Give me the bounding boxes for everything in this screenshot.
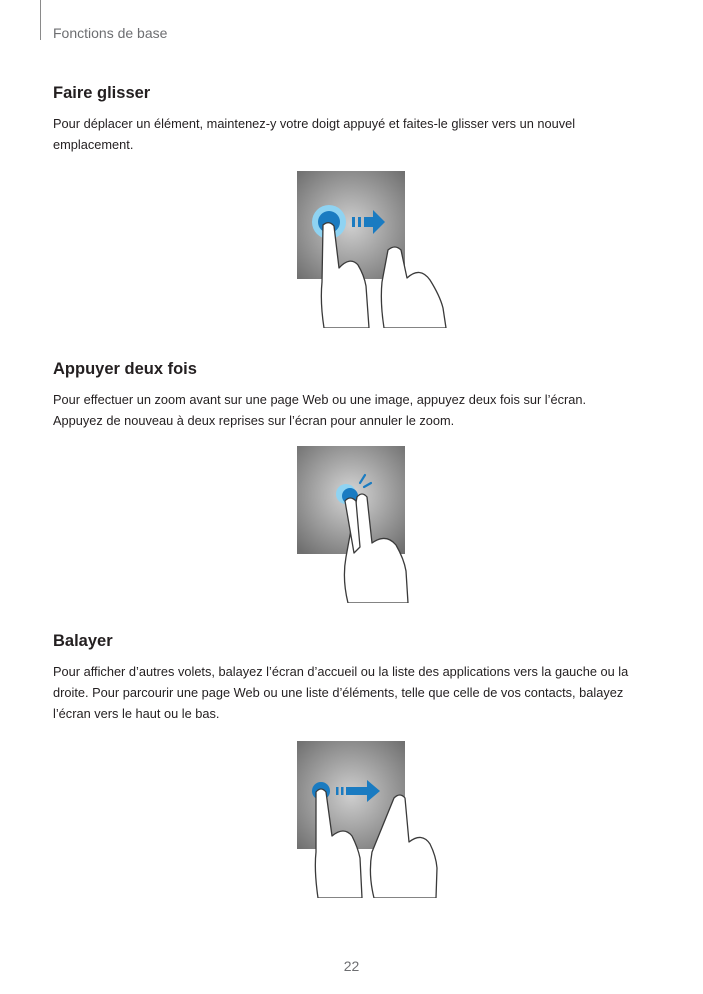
section-body: Pour effectuer un zoom avant sur une page Web ou une image, appuyez deux fois sur l’écran. Appuyez de nouveau à deux reprises sur l’écran pour annuler le zoom. <box>53 392 587 428</box>
section-body: Pour afficher d’autres volets, balayez l’écran d’accueil ou la liste des applications vers la gauche ou la droite. Pour parcourir une page Web ou une liste d’éléments, telle que celle de vos contacts, balayez l’écran vers le haut ou le bas. <box>53 664 629 721</box>
running-header: Fonctions de base <box>53 25 168 41</box>
section-swipe <box>53 632 653 724</box>
section-heading: Balayer <box>53 632 113 650</box>
drag-gesture-icon <box>296 170 456 328</box>
section-double-tap <box>53 360 653 431</box>
swipe-gesture-icon <box>296 740 456 898</box>
double-tap-gesture-icon <box>296 445 456 603</box>
section-drag <box>53 84 653 155</box>
page-number: 22 <box>343 958 360 974</box>
header-rule <box>40 0 41 40</box>
section-body: Pour déplacer un élément, maintenez-y votre doigt appuyé et faites-le glisser vers un nouvel emplacement. <box>53 116 576 152</box>
section-heading: Appuyer deux fois <box>53 360 197 378</box>
section-heading: Faire glisser <box>53 84 151 102</box>
hand-icon <box>381 247 446 328</box>
